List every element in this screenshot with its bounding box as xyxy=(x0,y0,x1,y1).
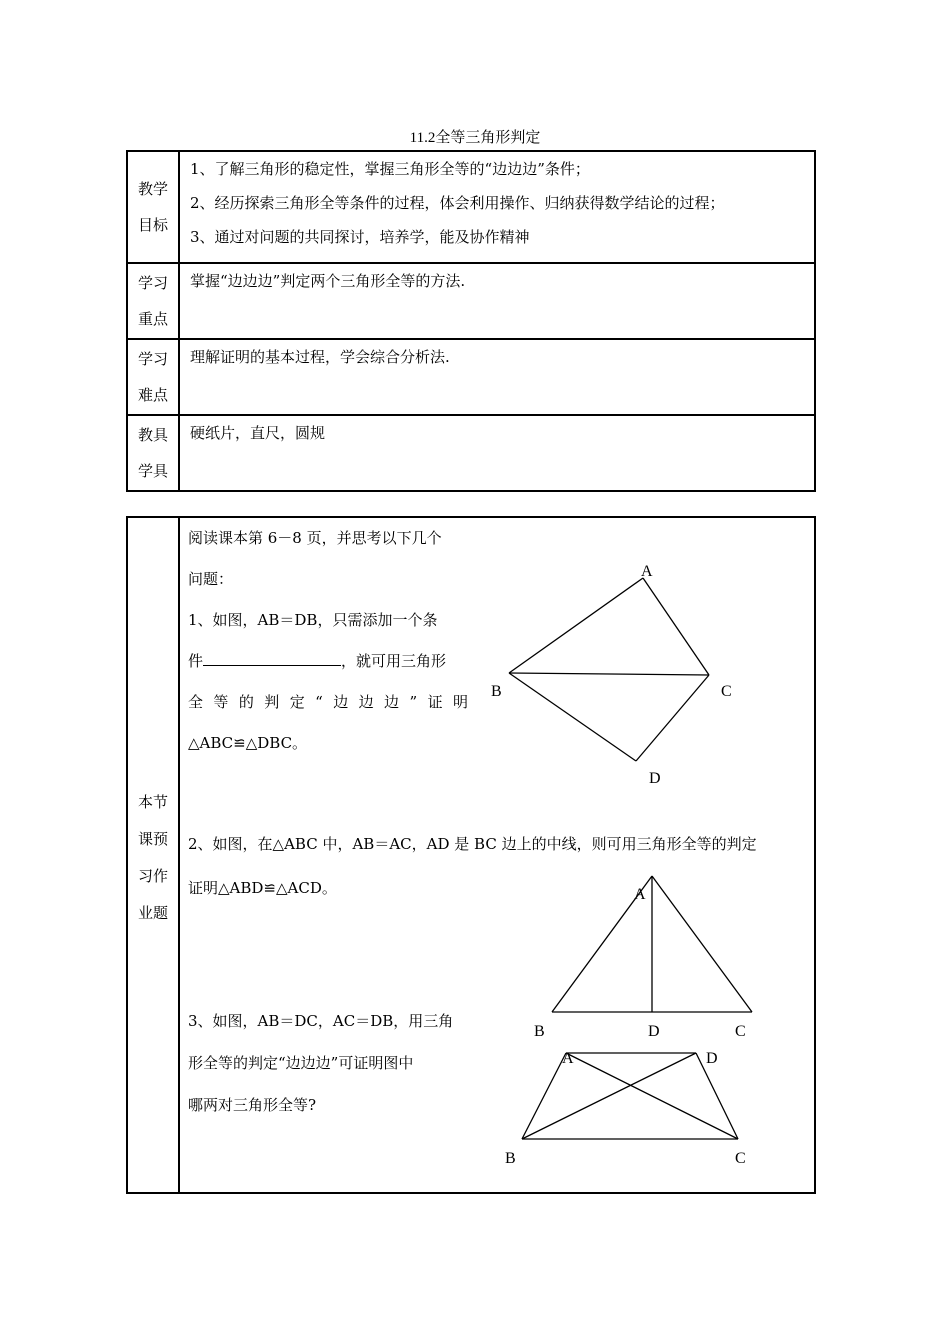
label-line: 重点 xyxy=(137,310,168,328)
intro-line: 阅读课本第 6－8 页，并思考以下几个 xyxy=(188,529,442,547)
question-3-line: 3、如图，AB＝DC，AC＝DB，用三角 xyxy=(188,1012,454,1030)
label-line: 本节 xyxy=(137,793,168,811)
question-3-line: 形全等的判定“边边边”可证明图中 xyxy=(188,1054,414,1072)
page-title: 11.2全等三角形判定 xyxy=(409,130,541,146)
vertex-label-b: B xyxy=(505,1150,516,1167)
label-line: 业题 xyxy=(137,904,168,922)
vertex-label-c: C xyxy=(735,1023,746,1040)
label-line: 教具 xyxy=(137,426,168,444)
vertex-label-d: D xyxy=(649,770,661,787)
question-1-line: △ABC≌△DBC。 xyxy=(188,734,308,752)
label-line: 难点 xyxy=(137,386,168,404)
vertex-label-c: C xyxy=(721,683,732,700)
objective-line: 2、经历探索三角形全等条件的过程，体会利用操作、归纳获得数学结论的过程； xyxy=(190,194,725,212)
question-2-line: 证明△ABD≌△ACD。 xyxy=(188,879,337,897)
tools-line: 硬纸片，直尺，圆规 xyxy=(190,424,326,442)
vertex-label-d: D xyxy=(706,1050,718,1067)
vertex-label-a: A xyxy=(641,563,653,580)
intro-line: 问题： xyxy=(188,570,234,588)
vertex-label-a: A xyxy=(562,1050,574,1067)
segment-bd xyxy=(522,1053,696,1139)
label-line: 习作 xyxy=(137,867,168,885)
label-line: 学习 xyxy=(137,350,168,368)
label-line: 教学 xyxy=(137,180,168,198)
question-1-text: ，就可用三角形 xyxy=(341,652,447,670)
vertex-label-b: B xyxy=(491,683,502,700)
question-3-line: 哪两对三角形全等? xyxy=(188,1096,317,1114)
question-1-text: 件 xyxy=(188,652,204,670)
question-2-line: 2、如图，在△ABC 中，AB＝AC，AD 是 BC 边上的中线，则可用三角形全等的判定 xyxy=(188,835,757,853)
vertex-label-d: D xyxy=(648,1023,660,1040)
question-1-line: 1、如图，AB＝DB，只需添加一个条 xyxy=(188,611,438,629)
label-line: 学具 xyxy=(137,462,168,480)
label-line: 课预 xyxy=(137,830,168,848)
segment-ab xyxy=(522,1053,566,1139)
question-1-line: 全等的判定“边边边”证明 xyxy=(188,693,468,711)
vertex-label-a: A xyxy=(634,886,646,903)
objective-line: 1、了解三角形的稳定性，掌握三角形全等的“边边边”条件； xyxy=(190,160,590,178)
label-line: 目标 xyxy=(137,216,168,234)
keypoint-line: 掌握“边边边”判定两个三角形全等的方法. xyxy=(190,272,466,290)
difficulty-line: 理解证明的基本过程，学会综合分析法. xyxy=(190,348,450,366)
objective-line: 3、通过对问题的共同探讨，培养学，能及协作精神 xyxy=(190,228,530,246)
vertex-label-b: B xyxy=(534,1023,545,1040)
label-line: 学习 xyxy=(137,274,168,292)
vertex-label-c: C xyxy=(735,1150,746,1167)
